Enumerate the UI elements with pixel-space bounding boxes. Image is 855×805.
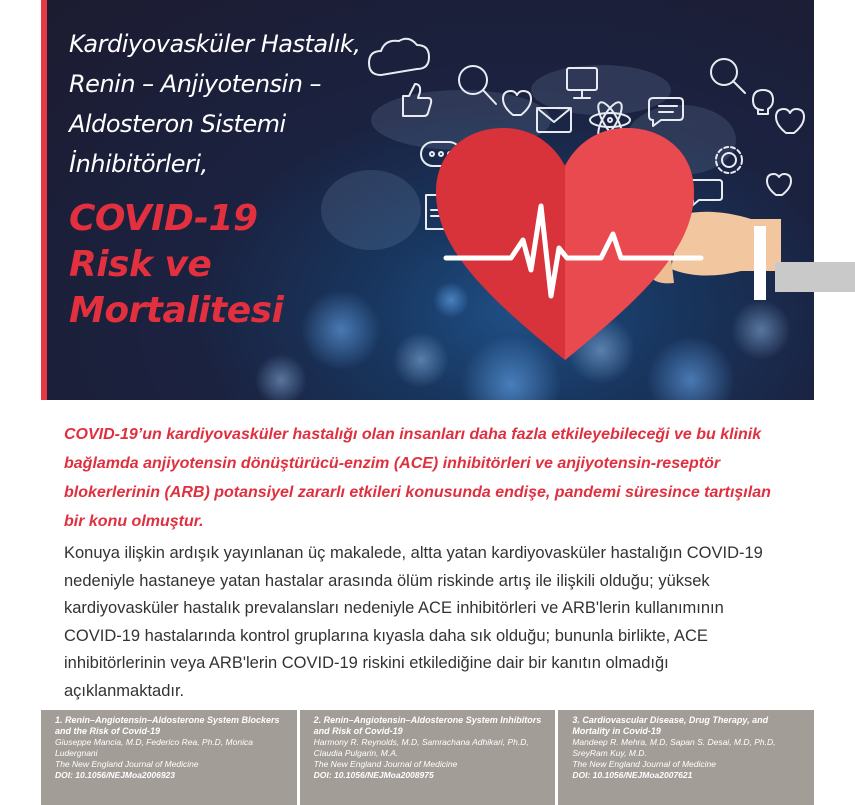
reference-doi: DOI: 10.1056/NEJMoa2007621 (572, 770, 693, 780)
reference-title: 1. Renin–Angiotensin–Aldosterone System Blockers and the Risk of Covid-19 (55, 715, 280, 736)
title-highlight: COVID-19 (69, 198, 258, 239)
title-line: Renin – Anjiyotensin – (69, 70, 322, 98)
reference-journal: The New England Journal of Medicine (55, 759, 199, 769)
side-tab (775, 262, 855, 292)
title-highlight: Mortalitesi (69, 290, 284, 331)
reference-authors: Giuseppe Mancia, M.D, Federico Rea, Ph.D, Monica Ludergnani (55, 737, 253, 758)
reference-authors: Mandeep R. Mehra, M.D, Sapan S. Desai, M.D, Ph.D, SreyRam Kuy, M.D. (572, 737, 776, 758)
lead-paragraph: COVID-19’un kardiyovasküler hastalığı olan insanları daha fazla etkileyebileceği ve bu klinik bağlamda anjiyotensin dönüştürücü-enzim (ACE) inhibitörleri ve anjiyotensin-reseptör blokerlerinin (ARB) potansiyel zararlı etkileri konusunda endişe, pandemi süresince tartışılan bir konu olmuştur. (64, 426, 771, 530)
reference-item (41, 710, 297, 805)
reference-item (297, 710, 556, 805)
reference-item (555, 710, 814, 805)
heart-icon (436, 128, 694, 360)
title-line: Aldosteron Sistemi (69, 110, 286, 138)
hero-title (69, 24, 360, 334)
reference-doi: DOI: 10.1056/NEJMoa2008975 (313, 770, 434, 780)
title-line: Kardiyovasküler Hastalık, (69, 30, 361, 58)
reference-journal: The New England Journal of Medicine (572, 759, 716, 769)
hero-banner (41, 0, 814, 400)
body-paragraph: Konuya ilişkin ardışık yayınlanan üç makalede, altta yatan kardiyovasküler hastalığın COVID-19 nedeniyle hastaneye yatan hastalar arasında ölüm riskinde artış ile ilişkili olduğu; yüksek kardiyovasküler hastalık prevalansları nedeniyle ACE inhibitörleri ve ARB'lerin kullanımının COVID-19 hastalarında kontrol gruplarına kıyasla daha sık olduğu; bununla birlikte, ACE inhibitörlerinin veya ARB'lerin COVID-19 riskini etkilediğine dair bir kanıtın olmadığı açıklanmaktadır. (64, 544, 763, 700)
reference-doi: DOI: 10.1056/NEJMoa2006923 (55, 770, 176, 780)
reference-journal: The New England Journal of Medicine (313, 759, 458, 769)
references-footer (41, 710, 814, 805)
reference-title: 2. Renin–Angiotensin–Aldosterone System Inhibitors and Risk of Covid-19 (313, 715, 542, 736)
reference-authors: Harmony R. Reynolds, M.D, Samrachana Adhikari, Ph.D, Claudia Pulgarin, M.A. (313, 737, 529, 758)
accent-bar (41, 0, 47, 400)
title-highlight: Risk ve (69, 244, 212, 285)
title-line: İnhibitörleri, (69, 150, 208, 178)
reference-title: 3. Cardiovascular Disease, Drug Therapy, and Mortality in Covid-19 (572, 715, 769, 736)
